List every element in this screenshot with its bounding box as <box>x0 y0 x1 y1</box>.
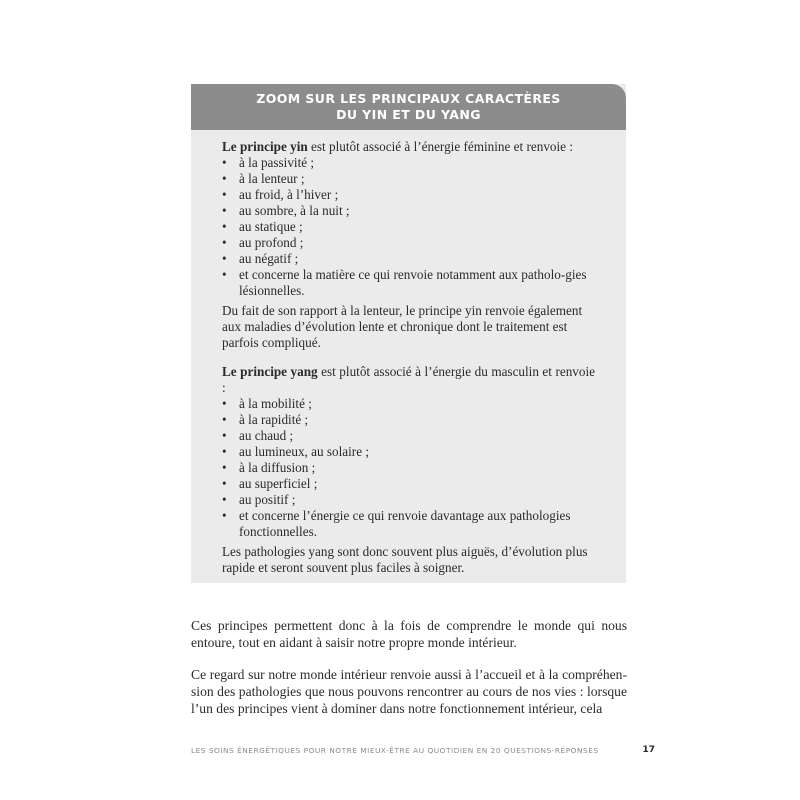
yang-term: Le principe yang <box>222 364 318 379</box>
yang-list <box>222 396 595 540</box>
body-paragraph-1: Ces principes permettent donc à la fois de comprendre le monde qui nous entoure, tout en aidant à saisir notre propre monde intérieur. <box>191 618 627 650</box>
list-item <box>222 187 595 203</box>
info-box-body <box>191 130 626 576</box>
list-item <box>222 155 595 171</box>
info-box-header <box>191 84 626 130</box>
list-item <box>222 171 595 187</box>
list-item <box>222 235 595 251</box>
list-item-text: au statique ; <box>239 219 303 234</box>
list-item <box>222 444 595 460</box>
yang-intro <box>222 364 595 396</box>
info-box <box>191 84 626 583</box>
page-number: 17 <box>642 745 655 755</box>
list-item <box>222 428 595 444</box>
list-item-text: et concerne la matière ce qui renvoie notamment aux patholo-gies lésionnelles. <box>239 267 587 298</box>
bullet-icon: • <box>222 396 227 411</box>
footer-book-title: LES SOINS ÉNERGÉTIQUES POUR NOTRE MIEUX-ÊTRE AU QUOTIDIEN EN 20 QUESTIONS-RÉPONSES <box>191 746 599 755</box>
info-box-title-line-2: DU YIN ET DU YANG <box>336 107 481 122</box>
bullet-icon: • <box>222 476 227 491</box>
list-item-text: au négatif ; <box>239 251 299 266</box>
list-item <box>222 460 595 476</box>
list-item-text: et concerne l’énergie ce qui renvoie davantage aux pathologies fonctionnelles. <box>239 508 571 539</box>
list-item-text: au froid, à l’hiver ; <box>239 187 339 202</box>
list-item <box>222 476 595 492</box>
bullet-icon: • <box>222 187 227 202</box>
yang-intro-text: est plutôt associé à l’énergie du masculin et renvoie : <box>222 364 595 395</box>
list-item <box>222 267 595 299</box>
list-item-text: au superficiel ; <box>239 476 318 491</box>
list-item-text: au sombre, à la nuit ; <box>239 203 350 218</box>
list-item <box>222 219 595 235</box>
bullet-icon: • <box>222 412 227 427</box>
list-item-text: à la mobilité ; <box>239 396 312 411</box>
bullet-icon: • <box>222 235 227 250</box>
page-footer <box>191 745 655 760</box>
bullet-icon: • <box>222 508 227 523</box>
bullet-icon: • <box>222 460 227 475</box>
list-item <box>222 492 595 508</box>
list-item <box>222 251 595 267</box>
bullet-icon: • <box>222 155 227 170</box>
bullet-icon: • <box>222 492 227 507</box>
body-text <box>191 618 627 734</box>
list-item <box>222 396 595 412</box>
yin-list <box>222 155 595 299</box>
list-item <box>222 203 595 219</box>
body-paragraph-2: Ce regard sur notre monde intérieur renvoie aussi à l’accueil et à la compréhen-sion des pathologies que nous pouvons rencontrer au cours de nos vies : lorsque l’un des principes vient à dominer dans notre fonctionnement intérieur, cela <box>191 667 627 716</box>
list-item-text: au positif ; <box>239 492 296 507</box>
bullet-icon: • <box>222 251 227 266</box>
bullet-icon: • <box>222 219 227 234</box>
list-item-text: au profond ; <box>239 235 304 250</box>
list-item-text: au lumineux, au solaire ; <box>239 444 370 459</box>
list-item-text: à la diffusion ; <box>239 460 316 475</box>
yin-intro-text: est plutôt associé à l’énergie féminine et renvoie : <box>307 139 573 154</box>
bullet-icon: • <box>222 267 227 282</box>
bullet-icon: • <box>222 444 227 459</box>
list-item <box>222 412 595 428</box>
info-box-title <box>256 91 560 123</box>
list-item-text: à la rapidité ; <box>239 412 309 427</box>
list-item-text: à la passivité ; <box>239 155 315 170</box>
list-item-text: au chaud ; <box>239 428 294 443</box>
info-box-title-line-1: ZOOM SUR LES PRINCIPAUX CARACTÈRES <box>256 91 561 106</box>
list-item-text: à la lenteur ; <box>239 171 305 186</box>
yang-conclusion: Les pathologies yang sont donc souvent plus aiguës, d’évolution plus rapide et seront souvent plus faciles à soigner. <box>222 544 588 575</box>
bullet-icon: • <box>222 203 227 218</box>
yin-intro <box>222 139 595 155</box>
bullet-icon: • <box>222 428 227 443</box>
list-item <box>222 508 595 540</box>
yin-term: Le principe yin <box>222 139 308 154</box>
yin-conclusion: Du fait de son rapport à la lenteur, le principe yin renvoie également aux maladies d’évolution lente et chronique dont le traitement est parfois compliqué. <box>222 303 583 350</box>
bullet-icon: • <box>222 171 227 186</box>
